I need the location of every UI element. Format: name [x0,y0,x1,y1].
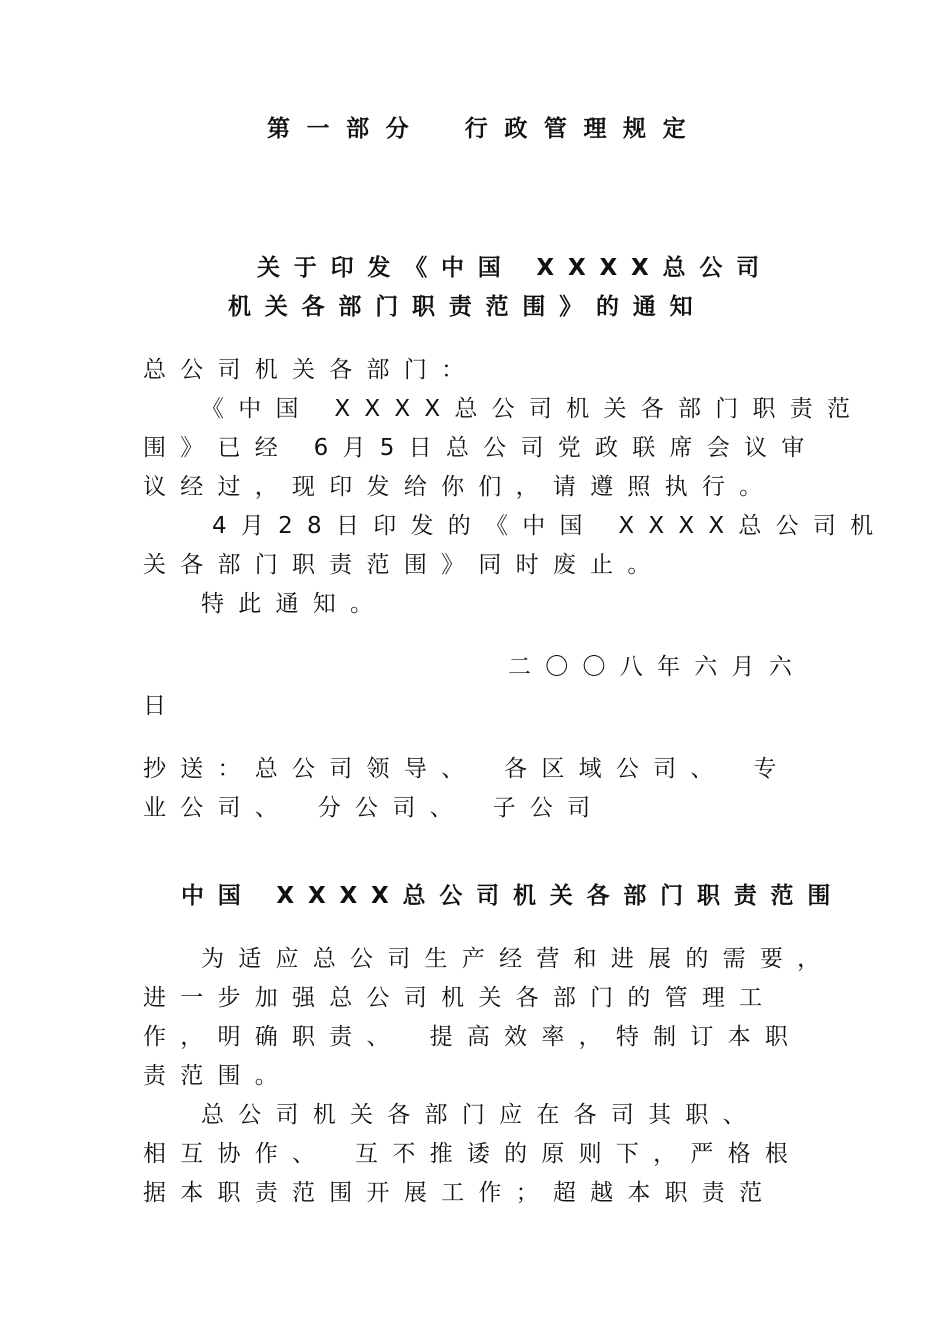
cc-line-2: 业公司、 分公司、 子公司 [143,795,605,821]
section-line: 作，明确职责、 提高效率，特制订本职 [143,1024,803,1050]
date-line-2: 日 [143,693,181,719]
section-title: 中国 XXXX总公司机关各部门职责范围 [181,883,845,909]
body-line: 议经过，现印发给你们，请遵照执行。 [143,474,777,500]
section-line: 为适应总公司生产经营和进展的需要， [201,946,835,972]
notice-title-line-2: 机关各部门职责范围》的通知 [228,294,707,320]
body-line: 围》已经 6月5日总公司党政联席会议审 [143,435,819,461]
section-line: 相互协作、 互不推诿的原则下，严格根 [143,1141,803,1167]
body-line: 4月28日印发的《中国 XXXX总公司机 [212,513,888,539]
section-line: 总公司机关各部门应在各司其职、 [201,1102,760,1128]
body-line: 特此通知。 [201,591,388,617]
salutation: 总公司机关各部门： [143,357,479,383]
body-line: 关各部门职责范围》同时废止。 [143,552,665,578]
date-line-1: 二〇〇八年六月六 [508,654,807,680]
body-line: 《中国 XXXX总公司机关各部门职责范 [201,396,865,422]
cc-line-1: 抄送：总公司领导、 各区域公司、 专 [143,756,791,782]
notice-title-line-1: 关于印发《中国 XXXX总公司 [257,255,773,281]
part-title: 第一部分 行政管理规定 [267,116,703,142]
section-line: 进一步加强总公司机关各部门的管理工 [143,985,777,1011]
section-line: 据本职责范围开展工作；超越本职责范 [143,1180,777,1206]
section-line: 责范围。 [143,1063,293,1089]
